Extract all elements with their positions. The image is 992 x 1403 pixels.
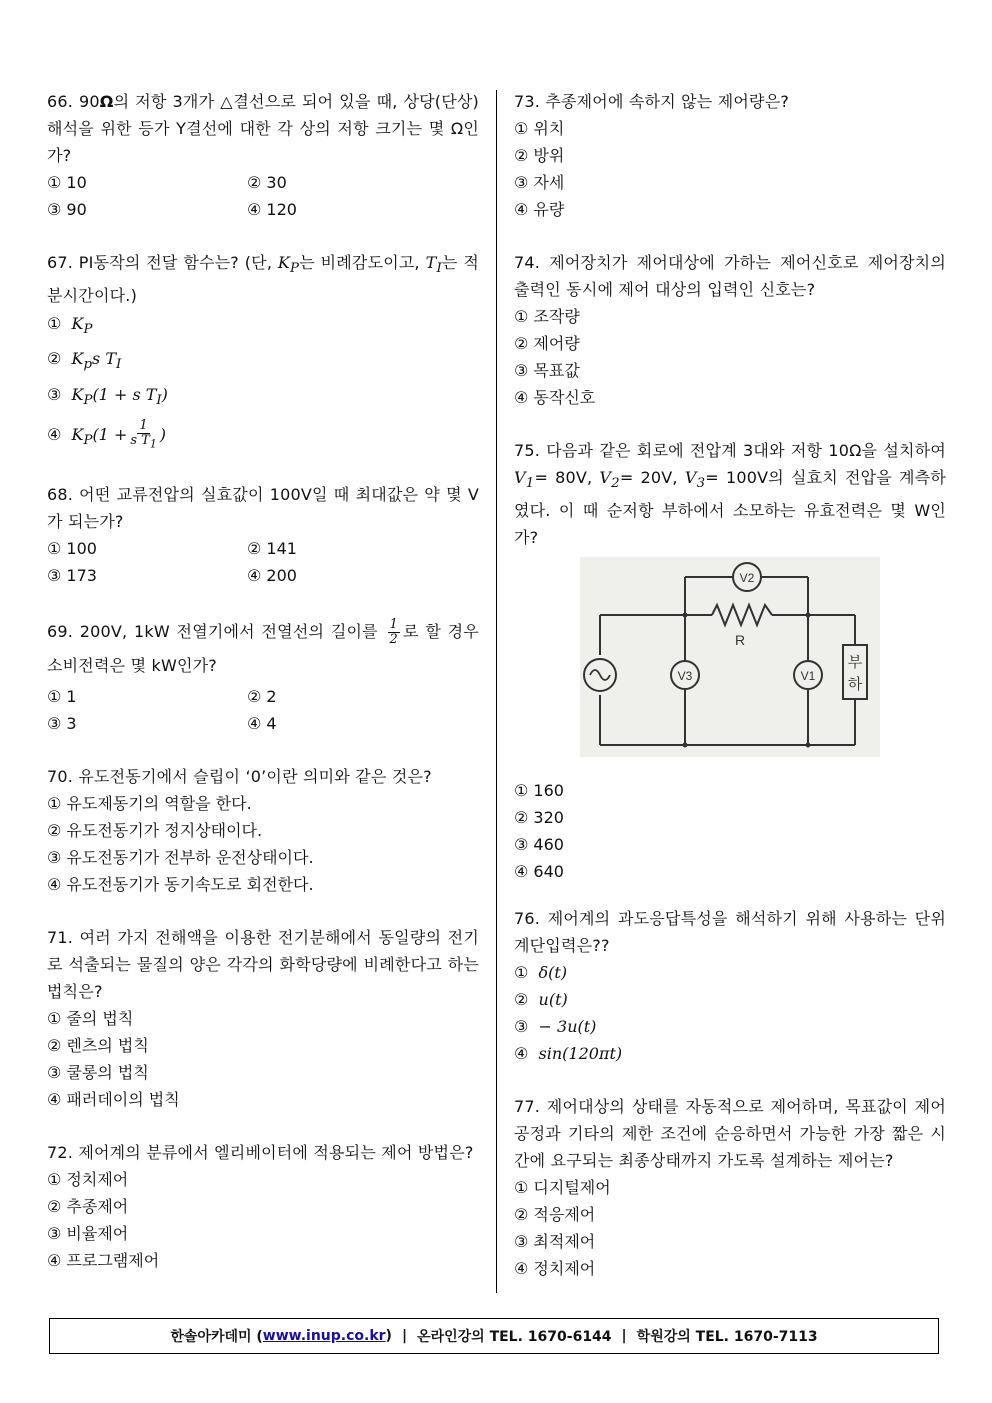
question-74-options bbox=[514, 303, 946, 411]
option-2[interactable]: ② 렌츠의 법칙 bbox=[47, 1035, 149, 1055]
option-1[interactable]: ① 조작량 bbox=[514, 307, 580, 326]
label-r: R bbox=[734, 632, 746, 649]
question-69-options bbox=[47, 683, 479, 737]
option-1[interactable]: ① 위치 bbox=[514, 119, 565, 138]
option-4[interactable]: ④ 4 bbox=[247, 713, 277, 733]
option-1[interactable]: ① 100 bbox=[47, 538, 97, 558]
option-3[interactable]: ③ − 3u(t) bbox=[514, 1017, 597, 1037]
question-76 bbox=[514, 905, 946, 1067]
question-71 bbox=[47, 924, 479, 1113]
question-70-stem: 70. 유도전동기에서 슬립이 ‘0’이란 의미와 같은 것은? bbox=[47, 766, 432, 786]
question-67 bbox=[47, 249, 479, 455]
option-1[interactable]: ① 유도제동기의 역할을 한다. bbox=[47, 793, 252, 813]
option-2[interactable]: ② 제어량 bbox=[514, 334, 580, 353]
footer-online-phone: 온라인강의 TEL. 1670-6144 bbox=[417, 1329, 612, 1345]
option-2[interactable]: ② 30 bbox=[247, 173, 287, 192]
label-v1: V1 bbox=[800, 669, 816, 684]
option-4[interactable]: ④ 동작신호 bbox=[514, 388, 596, 407]
option-4[interactable]: ④ 200 bbox=[247, 565, 297, 585]
option-4[interactable]: ④ $K_P(1$ + $\frac{1}{s T_1}$ ) bbox=[47, 417, 166, 451]
option-4[interactable]: ④ 유량 bbox=[514, 200, 565, 219]
question-71-stem: 71. 여러 가지 전해액을 이용한 전기분해에서 동일량의 전기로 석출되는 물질의 양은 각각의 화학당량에 비례한다고 하는 법칙은? bbox=[47, 927, 479, 1001]
option-3[interactable]: ③ 자세 bbox=[514, 173, 565, 192]
option-3[interactable]: ③ 460 bbox=[514, 835, 564, 855]
column-divider bbox=[496, 90, 497, 1293]
option-2[interactable]: ② 추종제어 bbox=[47, 1196, 129, 1216]
left-column bbox=[47, 88, 479, 1300]
option-3[interactable]: ③ 유도전동기가 전부하 운전상태이다. bbox=[47, 847, 314, 867]
label-load-1: 부 bbox=[847, 653, 863, 672]
question-77-options bbox=[514, 1174, 946, 1282]
option-2[interactable]: ② 2 bbox=[247, 686, 277, 706]
question-75-stem: 75. 다음과 같은 회로에 전압계 3대와 저항 10Ω을 설치하여 $V_1= 80V$, $V_2= 20V$, $V_3= 100V$의 실효치 전압을 계측하였다. 이 때 순저항 부하에서 소모하는 유효전력은 몇 W인가? bbox=[514, 441, 946, 548]
question-77-stem: 77. 제어대상의 상태를 자동적으로 제어하며, 목표값이 제어 공정과 기타의 제한 조건에 순응하면서 가능한 가장 짧은 시간에 요구되는 최종상태까지 가도록 설계하는 제어는? bbox=[514, 1097, 946, 1171]
footer-separator: | bbox=[401, 1328, 408, 1344]
question-69-stem: 69. 200V, 1kW 전열기에서 전열선의 길이를 $\frac{1}{2}$ 로 할 경우 소비전력은 몇 kW인가? bbox=[47, 616, 479, 675]
option-4[interactable]: ④ 프로그램제어 bbox=[47, 1250, 160, 1270]
question-66 bbox=[47, 88, 479, 223]
option-1[interactable]: ① 1 bbox=[47, 686, 77, 706]
option-4[interactable]: ④ 패러데이의 법칙 bbox=[47, 1089, 180, 1109]
option-3[interactable]: ③ 비율제어 bbox=[47, 1223, 129, 1243]
option-2[interactable]: ② $K_ps$ $T_I$ bbox=[47, 349, 122, 373]
label-load-2: 하 bbox=[847, 675, 863, 694]
label-v3: V3 bbox=[677, 669, 693, 684]
question-68-options bbox=[47, 535, 479, 589]
option-3[interactable]: ③ 쿨롱의 법칙 bbox=[47, 1062, 149, 1082]
footer-url-link[interactable]: www.inup.co.kr bbox=[262, 1328, 386, 1344]
right-column bbox=[514, 88, 946, 1308]
footer-academy: 한솔아카데미 ( bbox=[170, 1329, 263, 1345]
question-73-options bbox=[514, 115, 946, 223]
option-1[interactable]: ① 10 bbox=[47, 173, 87, 192]
question-73-stem: 73. 추종제어에 속하지 않는 제어량은? bbox=[514, 92, 790, 111]
option-3[interactable]: ③ 173 bbox=[47, 565, 97, 585]
question-68 bbox=[47, 481, 479, 589]
option-2[interactable]: ② 141 bbox=[247, 538, 297, 558]
question-66-stem: 66. 90Ω의 저항 3개가 △결선으로 되어 있을 때, 상당(단상) 해석을 위한 등가 Y결선에 대한 각 상의 저항 크기는 몇 Ω인가? bbox=[47, 92, 480, 165]
question-75 bbox=[514, 437, 946, 885]
question-68-stem: 68. 어떤 교류전압의 실효값이 100V일 때 최대값은 약 몇 V가 되는가? bbox=[47, 484, 479, 531]
question-72-stem: 72. 제어계의 분류에서 엘리베이터에 적용되는 제어 방법은? bbox=[47, 1142, 474, 1162]
question-70 bbox=[47, 763, 479, 898]
footer-offline-phone: 학원강의 TEL. 1670-7113 bbox=[636, 1329, 818, 1345]
option-3[interactable]: ③ $K_P(1 + s$ $T_I$) bbox=[47, 384, 168, 408]
label-v2: V2 bbox=[739, 571, 755, 586]
option-4[interactable]: ④ sin(120πt) bbox=[514, 1044, 623, 1064]
footer: 한솔아카데미 ( www.inup.co.kr ) | 온라인강의 TEL. 1670-6144 | 학원강의 TEL. 1670-7113 bbox=[49, 1318, 939, 1354]
question-74 bbox=[514, 249, 946, 411]
question-69 bbox=[47, 615, 479, 737]
option-2[interactable]: ② 방위 bbox=[514, 146, 565, 165]
option-4[interactable]: ④ 유도전동기가 동기속도로 회전한다. bbox=[47, 874, 314, 894]
question-71-options bbox=[47, 1005, 479, 1113]
option-1[interactable]: ① 정치제어 bbox=[47, 1169, 129, 1189]
question-67-stem: 67. PI동작의 전달 함수는? (단, $K_P$는 비례감도이고, $T_I$는 적분시간이다.) bbox=[47, 253, 479, 306]
question-74-stem: 74. 제어장치가 제어대상에 가하는 제어신호로 제어장치의 출력인 동시에 제어 대상의 입력인 신호는? bbox=[514, 253, 946, 299]
question-72-options bbox=[47, 1166, 479, 1274]
option-3[interactable]: ③ 3 bbox=[47, 713, 77, 733]
option-3[interactable]: ③ 목표값 bbox=[514, 361, 580, 380]
option-1[interactable]: ① 160 bbox=[514, 781, 564, 801]
question-72 bbox=[47, 1139, 479, 1274]
option-2[interactable]: ② 적응제어 bbox=[514, 1205, 596, 1225]
option-3[interactable]: ③ 90 bbox=[47, 200, 87, 219]
option-1[interactable]: ① 줄의 법칙 bbox=[47, 1008, 134, 1028]
question-76-options bbox=[514, 959, 946, 1067]
option-1[interactable]: ① $K_P$ bbox=[47, 314, 93, 338]
question-77 bbox=[514, 1093, 946, 1282]
option-2[interactable]: ② u(t) bbox=[514, 990, 568, 1010]
option-4[interactable]: ④ 정치제어 bbox=[514, 1259, 596, 1279]
option-2[interactable]: ② 유도전동기가 정지상태이다. bbox=[47, 820, 263, 840]
option-1[interactable]: ① 디지털제어 bbox=[514, 1178, 611, 1198]
question-66-options bbox=[47, 169, 479, 223]
option-3[interactable]: ③ 최적제어 bbox=[514, 1232, 596, 1252]
option-4[interactable]: ④ 640 bbox=[514, 862, 564, 882]
question-76-stem: 76. 제어계의 과도응답특성을 해석하기 위해 사용하는 단위계단입력은?? bbox=[514, 909, 946, 956]
question-70-options bbox=[47, 790, 479, 898]
question-67-options bbox=[47, 309, 479, 455]
question-75-options bbox=[514, 777, 946, 885]
option-1[interactable]: ① δ(t) bbox=[514, 963, 568, 983]
option-4[interactable]: ④ 120 bbox=[247, 200, 297, 219]
option-2[interactable]: ② 320 bbox=[514, 808, 564, 828]
question-73 bbox=[514, 88, 946, 223]
footer-separator: | bbox=[621, 1328, 627, 1344]
circuit-diagram bbox=[580, 557, 880, 757]
